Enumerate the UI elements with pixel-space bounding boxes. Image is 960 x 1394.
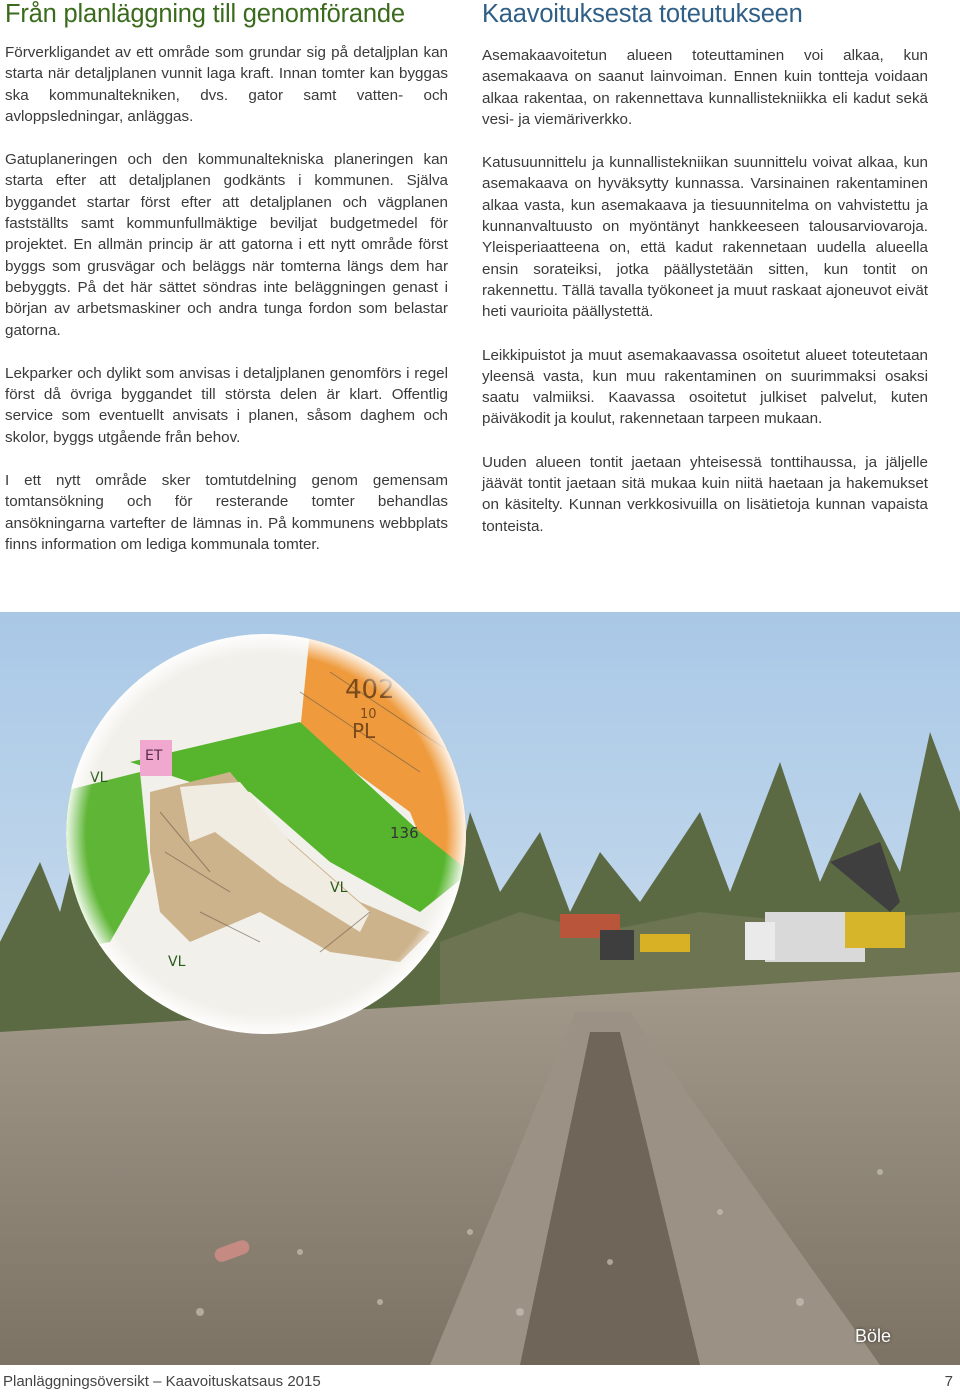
- swedish-heading: Från planläggning till genomförande: [5, 0, 405, 28]
- finnish-paragraph-3: Leikkipuistot ja muut asemakaavassa osoitetut alueet toteutetaan yleensä vasta, kun muu rakentaminen on suurimmaksi osaksi saatu valmiiksi. Kaavassa osoitetut julkiset palvelut, kuten päiväkodit ja koulut, rakennetaan tarpeen mukaan.: [482, 346, 928, 428]
- photo-illustration: [0, 612, 960, 1365]
- swedish-paragraph-1: Förverkligandet av ett område som grundar sig på detaljplan kan starta när detaljplanen vunnit laga kraft. Innan tomter kan byggas ska kommunaltekniken, dvs. gator samt vatten- och avloppsledningar, anläggas.: [5, 44, 448, 125]
- swedish-paragraph-4: I ett nytt område sker tomtutdelning genom gemensam tomtansökning och för resterande tomter behandlas ansökningarna vartefter de lämnas in. På kommunens webbplats finns information om lediga kommunala tomter.: [5, 472, 448, 553]
- finnish-body: [482, 45, 928, 559]
- page-number: 7: [944, 1373, 953, 1390]
- construction-site-photo: [0, 612, 960, 1365]
- swedish-body: [5, 42, 448, 577]
- page-footer: [3, 1373, 960, 1393]
- finnish-paragraph-1: Asemakaavoitetun alueen toteuttaminen voi alkaa, kun asemakaava on saanut lainvoiman. Ennen kuin tontteja voidaan alkaa rakentaa, on rakennettava kunnallistekniikka eli kadut sekä vesi- ja viemäriverkko.: [482, 47, 928, 128]
- finnish-heading: Kaavoituksesta toteutukseen: [482, 0, 803, 28]
- swedish-paragraph-3: Lekparker och dylikt som anvisas i detaljplanen genomförs i regel först då övriga byggandet till största delen är klart. Offentlig service som eventuellt anvisats i planen, såsom daghem och skolor, byggs utgående från behov.: [5, 364, 448, 446]
- finnish-paragraph-4: Uuden alueen tontit jaetaan yhteisessä tonttihaussa, ja jäljelle jäävät tontit jaetaan sitä mukaa kuin niitä haetaan ja hakemukset on käsitelty. Kunnan verkkosivuilla on lisätietoja kunnan vapaista tonteista.: [482, 453, 928, 535]
- swedish-paragraph-2: Gatuplaneringen och den kommunaltekniska planeringen kan starta efter att detaljplanen godkänts i kommunen. Själva byggandet startar först efter att detaljplanen och vägplanen fastställts samt kommunfullmäktige beviljat budgetmedel för projektet. En allmän princip är att gatorna i ett nytt område först byggs som grusvägar och beläggs när tomterna längs dem har bebyggts. På det här sättet söndras inte beläggningen genast i början av arbetsmaskiner och andra tunga fordon som belastar gatorna.: [5, 151, 448, 339]
- footer-title: Planläggningsöversikt – Kaavoituskatsaus 2015: [3, 1373, 321, 1390]
- finnish-paragraph-2: Katusuunnittelu ja kunnallistekniikan suunnittelu voivat alkaa, kun asemakaava on hyväksytty kunnassa. Varsinainen rakentaminen alkaa vasta, kun asemakaava ja tiesuunnitelma on vahvistettu ja kunnanvaltuusto on myöntänyt hankkeeseen talousarviovaroja. Yleisperiaatteena on, että kadut rakennetaan uudella alueella ensin sorateiksi, jotka päällystetään sitten, kun tontit on rakennettu. Tällä tavalla työkoneet ja muut raskaat ajoneuvot eivät heti vaurioita päällystettä.: [482, 154, 928, 321]
- photo-caption: Böle: [854, 1326, 891, 1346]
